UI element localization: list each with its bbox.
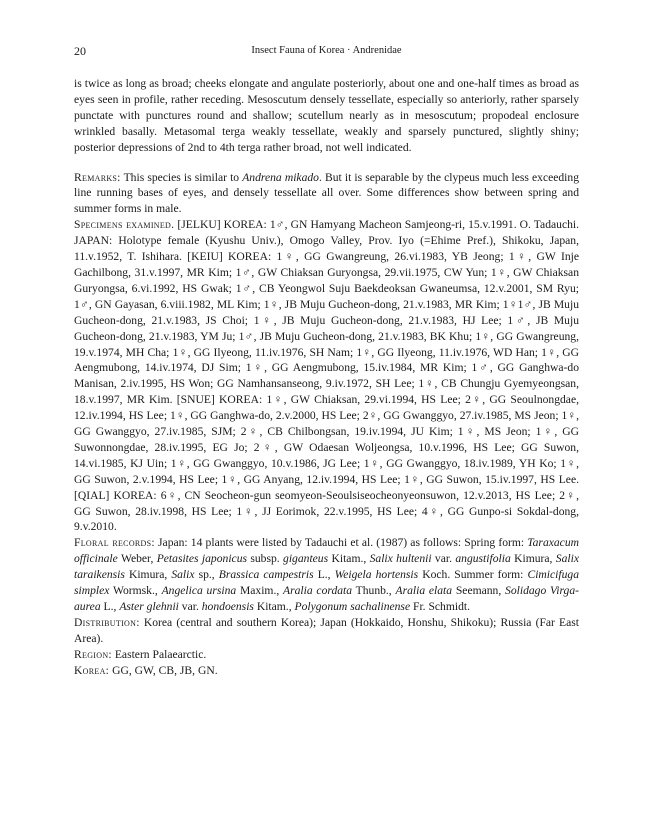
specimens-text: [JELKU] KOREA: 1♂, GN Hamyang Macheon Samjeong-ri, 15.v.1991. O. Tadauchi. JAPAN: Holotype female (Kyushu Univ.), Omogo Valley, Prov. Iyo (=Ehime Pref.), Shikoku, Japan, 11.v.1952, T. Ishihara. [KEIU] KOREA: 1♀, GG Gwangreung, 26.vi.1983, YB Jeong; 1♀, GW Inje Gachilbong, 31.v.1997, MR Kim; 1♂, GW Chiaksan Guryongsa, 29.vii.1975, CW Yun; 1♀, GW Chiaksan Guryongsa, 6.vi.1992, HS Gwak; 1♂, CB Yeongwol Suju Baekdeoksan Gwaneumsa, 12.v.2001, SM Ryu; 1♂, GN Gayasan, 6.viii.1982, ML Kim; 1♀, JB Muju Gucheon-dong, 21.v.1983, MR Kim; 1♀1♂, JB Muju Gucheon-dong, 21.v.1983, JS Choi; 1♀, JB Muju Gucheon-dong, 21.v.1983, HJ Lee; 1♂, JB Muju Gucheon-dong, 21.v.1983, YM Ju; 1♂, JB Muju Gucheon-dong, 21.v.1983, BK Khu; 1♀, GG Gwangreung, 19.v.1974, MH Cha; 1♀, GG Ilyeong, 11.iv.1976, SH Nam; 1♀, GG Ilyeong, 11.iv.1976, WD Han; 1♀, GG Aengmubong, 14.iv.1974, DJ Sim; 1♀, GG Aengmubong, 15.iv.1984, MR Kim; 1♂, GG Ganghwa-do Manisan, 2.iv.1995, HS Won; GG Namhansanseong, 9.iv.1972, SH Lee; 1♀, CB Chungju Gyemyeongsan, 18.v.1997, MR Kim. [SNUE] KOREA: 1♀, GW Chiaksan, 29.vi.1994, HS Lee; 2♀, GG Seoulnongdae, 12.iv.1994, HS Lee; 1♀, GG Ganghwa-do, 2.v.2000, HS Lee; 2♀, GG Gwanggyo, 27.iv.1985, MS Jeon; 1♀, GG Gwanggyo, 27.iv.1985, SJM; 2♀, CB Chilbongsan, 19.iv.1994, JU Kim; 1♀, MS Jeon; 1♀, GG Suwonnongdae, 28.iv.1995, EG Jo; 2♀, GW Odaesan Woljeongsa, 10.v.1996, HS Lee; GG Suwon, 14.vi.1985, KJ Uin; 1♀, GG Gwanggyo, 10.v.1986, JG Lee; 1♀, GG Gwanggyo, 18.iv.1989, YH Ko; 1♀, GG Suwon, 2.v.1994, HS Lee; 1♀, GG Anyang, 12.iv.1994, HS Lee; 1♀, GG Suwon, 15.iv.1997, HS Lee. [QIAL] KOREA: 6♀, CN Seocheon-gun seomyeon-Seoulsiseocheonyeonsuwon, 12.v.2013, HS Lee; 2♀, GG Suwon, 28.iv.1998, HS Lee; 1♀, JJ Eorimok, 22.v.1995, HS Lee; 4♀, GG Gunpo-si Sokdal-dong, 9.v.2010. [74, 218, 580, 534]
plant-name: Aster glehnii [119, 600, 179, 613]
body-text [74, 76, 579, 679]
page-header [74, 44, 579, 60]
floral-text-segment: Weber, [117, 552, 157, 566]
remarks-label: Remarks: [74, 170, 121, 184]
description-paragraph: is twice as long as broad; cheeks elongate and angulate posteriorly, about one and one-half times as broad as eyes seen in profile, rather receding. Mesoscutum densely tessellate, especially so anteriorly, rather sparsely punctate with punctures round and shallow; scutellum nearly as in mesoscutum; propodeal enclosure wrinkled basally. Metasomal terga weakly tessellate, weakly and sparsely punctured, slightly shiny; posterior depressions of 2nd to 4th terga rather broad, not well indicated. [74, 77, 579, 154]
floral-text-segment: Koch. Summer form: [418, 568, 528, 582]
plant-name: angustifolia [455, 552, 511, 566]
plant-name: Petasites japonicus [156, 552, 247, 566]
region-label: Region: [74, 647, 112, 661]
region-paragraph [74, 647, 579, 663]
remarks-text-before: This species is similar to [120, 170, 243, 184]
plant-name: Polygonum sachalinense [294, 600, 411, 613]
distribution-paragraph [74, 615, 579, 647]
page-number: 20 [74, 44, 86, 58]
floral-text-segment: Wormsk., [109, 584, 162, 598]
floral-text-segment: Thunb., [352, 584, 396, 598]
plant-name: hondoensis [201, 600, 254, 613]
floral-text-segment: Japan: 14 plants were listed by Tadauchi et al. (1987) as follows: Spring form: [154, 536, 528, 550]
remarks-paragraph [74, 170, 579, 218]
korea-paragraph [74, 663, 579, 679]
floral-text-segment: Kimura, [124, 568, 172, 582]
floral-records-paragraph [74, 535, 579, 615]
plant-name: Aralia cordata [283, 584, 353, 598]
floral-text-segment: var. [178, 600, 202, 613]
korea-text: GG, GW, CB, JB, GN. [109, 663, 218, 677]
floral-text-segment: Kimura, [510, 552, 556, 566]
remarks-text-after: . But it is separable by the clypeus much less exceeding line running bases of eyes, and densely tessellate all over. Some differences show between spring and summer forms in male. [74, 170, 579, 216]
distribution-label: Distribution: [74, 615, 140, 629]
floral-text-segment: var. [431, 552, 456, 566]
region-text: Eastern Palaearctic. [111, 647, 207, 661]
plant-name: Taraxacum officinale [74, 536, 579, 566]
floral-text-segment: Kitam., [253, 600, 295, 613]
running-title: Insect Fauna of Korea · Andrenidae [251, 45, 402, 56]
floral-text-segment: Maxim., [236, 584, 284, 598]
floral-text-segment: Kitam., [328, 552, 370, 566]
plant-name: Salix taraikensis [74, 552, 579, 582]
floral-text-segment: L., [100, 600, 120, 613]
plant-name: Weigela hortensis [334, 568, 419, 582]
plant-name: Aralia elata [395, 584, 453, 598]
plant-name: Solidago Virga-aurea [74, 584, 580, 613]
remarks-species: Andrena mikado [242, 170, 319, 184]
specimens-label: Specimens examined. [74, 218, 175, 232]
plant-name: Salix hultenii [369, 552, 432, 566]
plant-name: giganteus [283, 552, 329, 566]
plant-name: Brassica campestris [218, 568, 314, 582]
floral-text-segment: Seemann, [452, 584, 506, 598]
floral-text-segment: sp., [194, 568, 219, 582]
floral-text-segment: subsp. [247, 552, 284, 566]
plant-name: Salix [171, 568, 195, 582]
plant-name: Cimicifuga simplex [74, 568, 579, 598]
korea-label: Korea: [74, 663, 110, 677]
plant-name: Angelica ursina [161, 584, 237, 598]
specimens-paragraph [74, 217, 579, 535]
floral-records-label: Floral records: [74, 536, 155, 550]
floral-text-segment: Fr. Schmidt. [410, 600, 471, 613]
distribution-text: Korea (central and southern Korea); Japan (Hokkaido, Honshu, Shikoku); Russia (Far East Area). [74, 615, 579, 645]
floral-text-segment: L., [313, 568, 335, 582]
